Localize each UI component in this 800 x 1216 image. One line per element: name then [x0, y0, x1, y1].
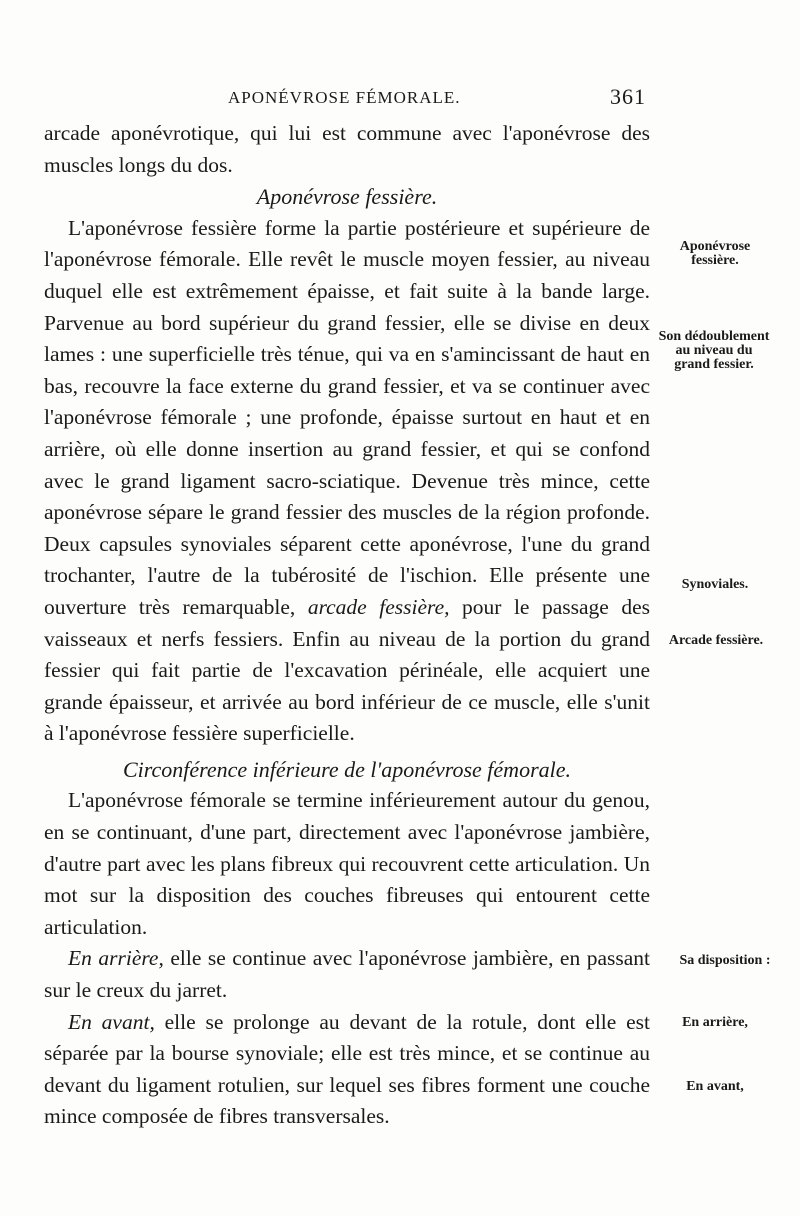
- paragraph-aponevrose-fessiere: [44, 213, 650, 750]
- main-text: [44, 118, 650, 1133]
- paragraph-circonference: L'aponévrose fémorale se termine inférieurement autour du genou, en se continuant, d'une part, directement avec l'aponévrose jambière, d'autre part avec les plans fibreux qui recouvrent cette articulation. Un mot sur la disposition des couches fibreuses qui entourent cette articulation.: [44, 788, 650, 939]
- running-title: APONÉVROSE FÉMORALE.: [228, 88, 461, 107]
- section-heading-circonference: Circonférence inférieure de l'aponévrose fémorale.: [122, 756, 572, 782]
- paragraph-text: pour le passage des vaisseaux et nerfs fessiers. Enfin au niveau de la portion du grand fessier qui fait partie de l'excavation périnéale, elle acquiert une grande épaisseur, et arrivée au bord inférieur de ce muscle, elle s'unit à l'aponévrose fessière superficielle.: [44, 594, 651, 746]
- page-number: 361: [610, 84, 646, 109]
- paragraph-continuation: arcade aponévrotique, qui lui est commune avec l'aponévrose des muscles longs du dos.: [44, 121, 650, 177]
- paragraph-text: elle se prolonge au devant de la rotule, dont elle est séparée par la bourse synoviale; elle est très mince, et se continue au devant du ligament rotulien, sur lequel ses fibres forment une couche mince composée de fibres transversales.: [44, 1009, 650, 1129]
- paragraph-en-avant: [44, 1007, 650, 1133]
- margin-note-dedoublement: Son dédoublement au niveau du grand fessier.: [658, 329, 770, 372]
- margin-note-sa-disposition: Sa disposition :: [679, 953, 771, 968]
- margin-note-aponevrose-fessiere: Aponévrose fessière.: [679, 239, 751, 268]
- section-heading-aponevrose-fessiere: Aponévrose fessière.: [256, 184, 438, 210]
- arcade-fessiere-term: arcade fessière,: [307, 594, 450, 619]
- paragraph-text: L'aponévrose fessière forme la partie postérieure et supérieure de l'aponévrose fémorale. Elle revêt le muscle moyen fessier, au niveau duquel elle est extrêmement épaisse, et fait suite à la bande large. Parvenue au bord supérieur du grand fessier, elle se divise en deux lames : une superficielle très ténue, qui va en s'amincissant de haut en bas, recouvre la face externe du grand fessier, et va se continuer avec l'aponévrose fémorale ; une profonde, épaisse surtout en haut et en arrière, où elle donne insertion au grand fessier, et qui se confond avec le grand ligament sacro-sciatique. Devenue très mince, cette aponévrose sépare le grand fessier des muscles de la région profonde. Deux capsules synoviales séparent cette aponévrose, l'une du grand trochanter, l'autre de la tubérosité de l'ischion. Elle présente une ouverture très remarquable,: [44, 215, 650, 619]
- en-avant-term: En avant,: [68, 1009, 155, 1034]
- margin-note-en-avant: En avant,: [686, 1079, 744, 1094]
- margin-note-synoviales: Synoviales.: [681, 577, 749, 592]
- margin-note-en-arriere: En arrière,: [682, 1015, 748, 1030]
- margin-note-arcade-fessiere: Arcade fessière.: [668, 633, 764, 648]
- paragraph-text: elle se continue avec l'aponévrose jambière, en passant sur le creux du jarret.: [44, 946, 650, 1003]
- paragraph-en-arriere: [44, 943, 650, 1006]
- en-arriere-term: En arrière,: [68, 946, 164, 971]
